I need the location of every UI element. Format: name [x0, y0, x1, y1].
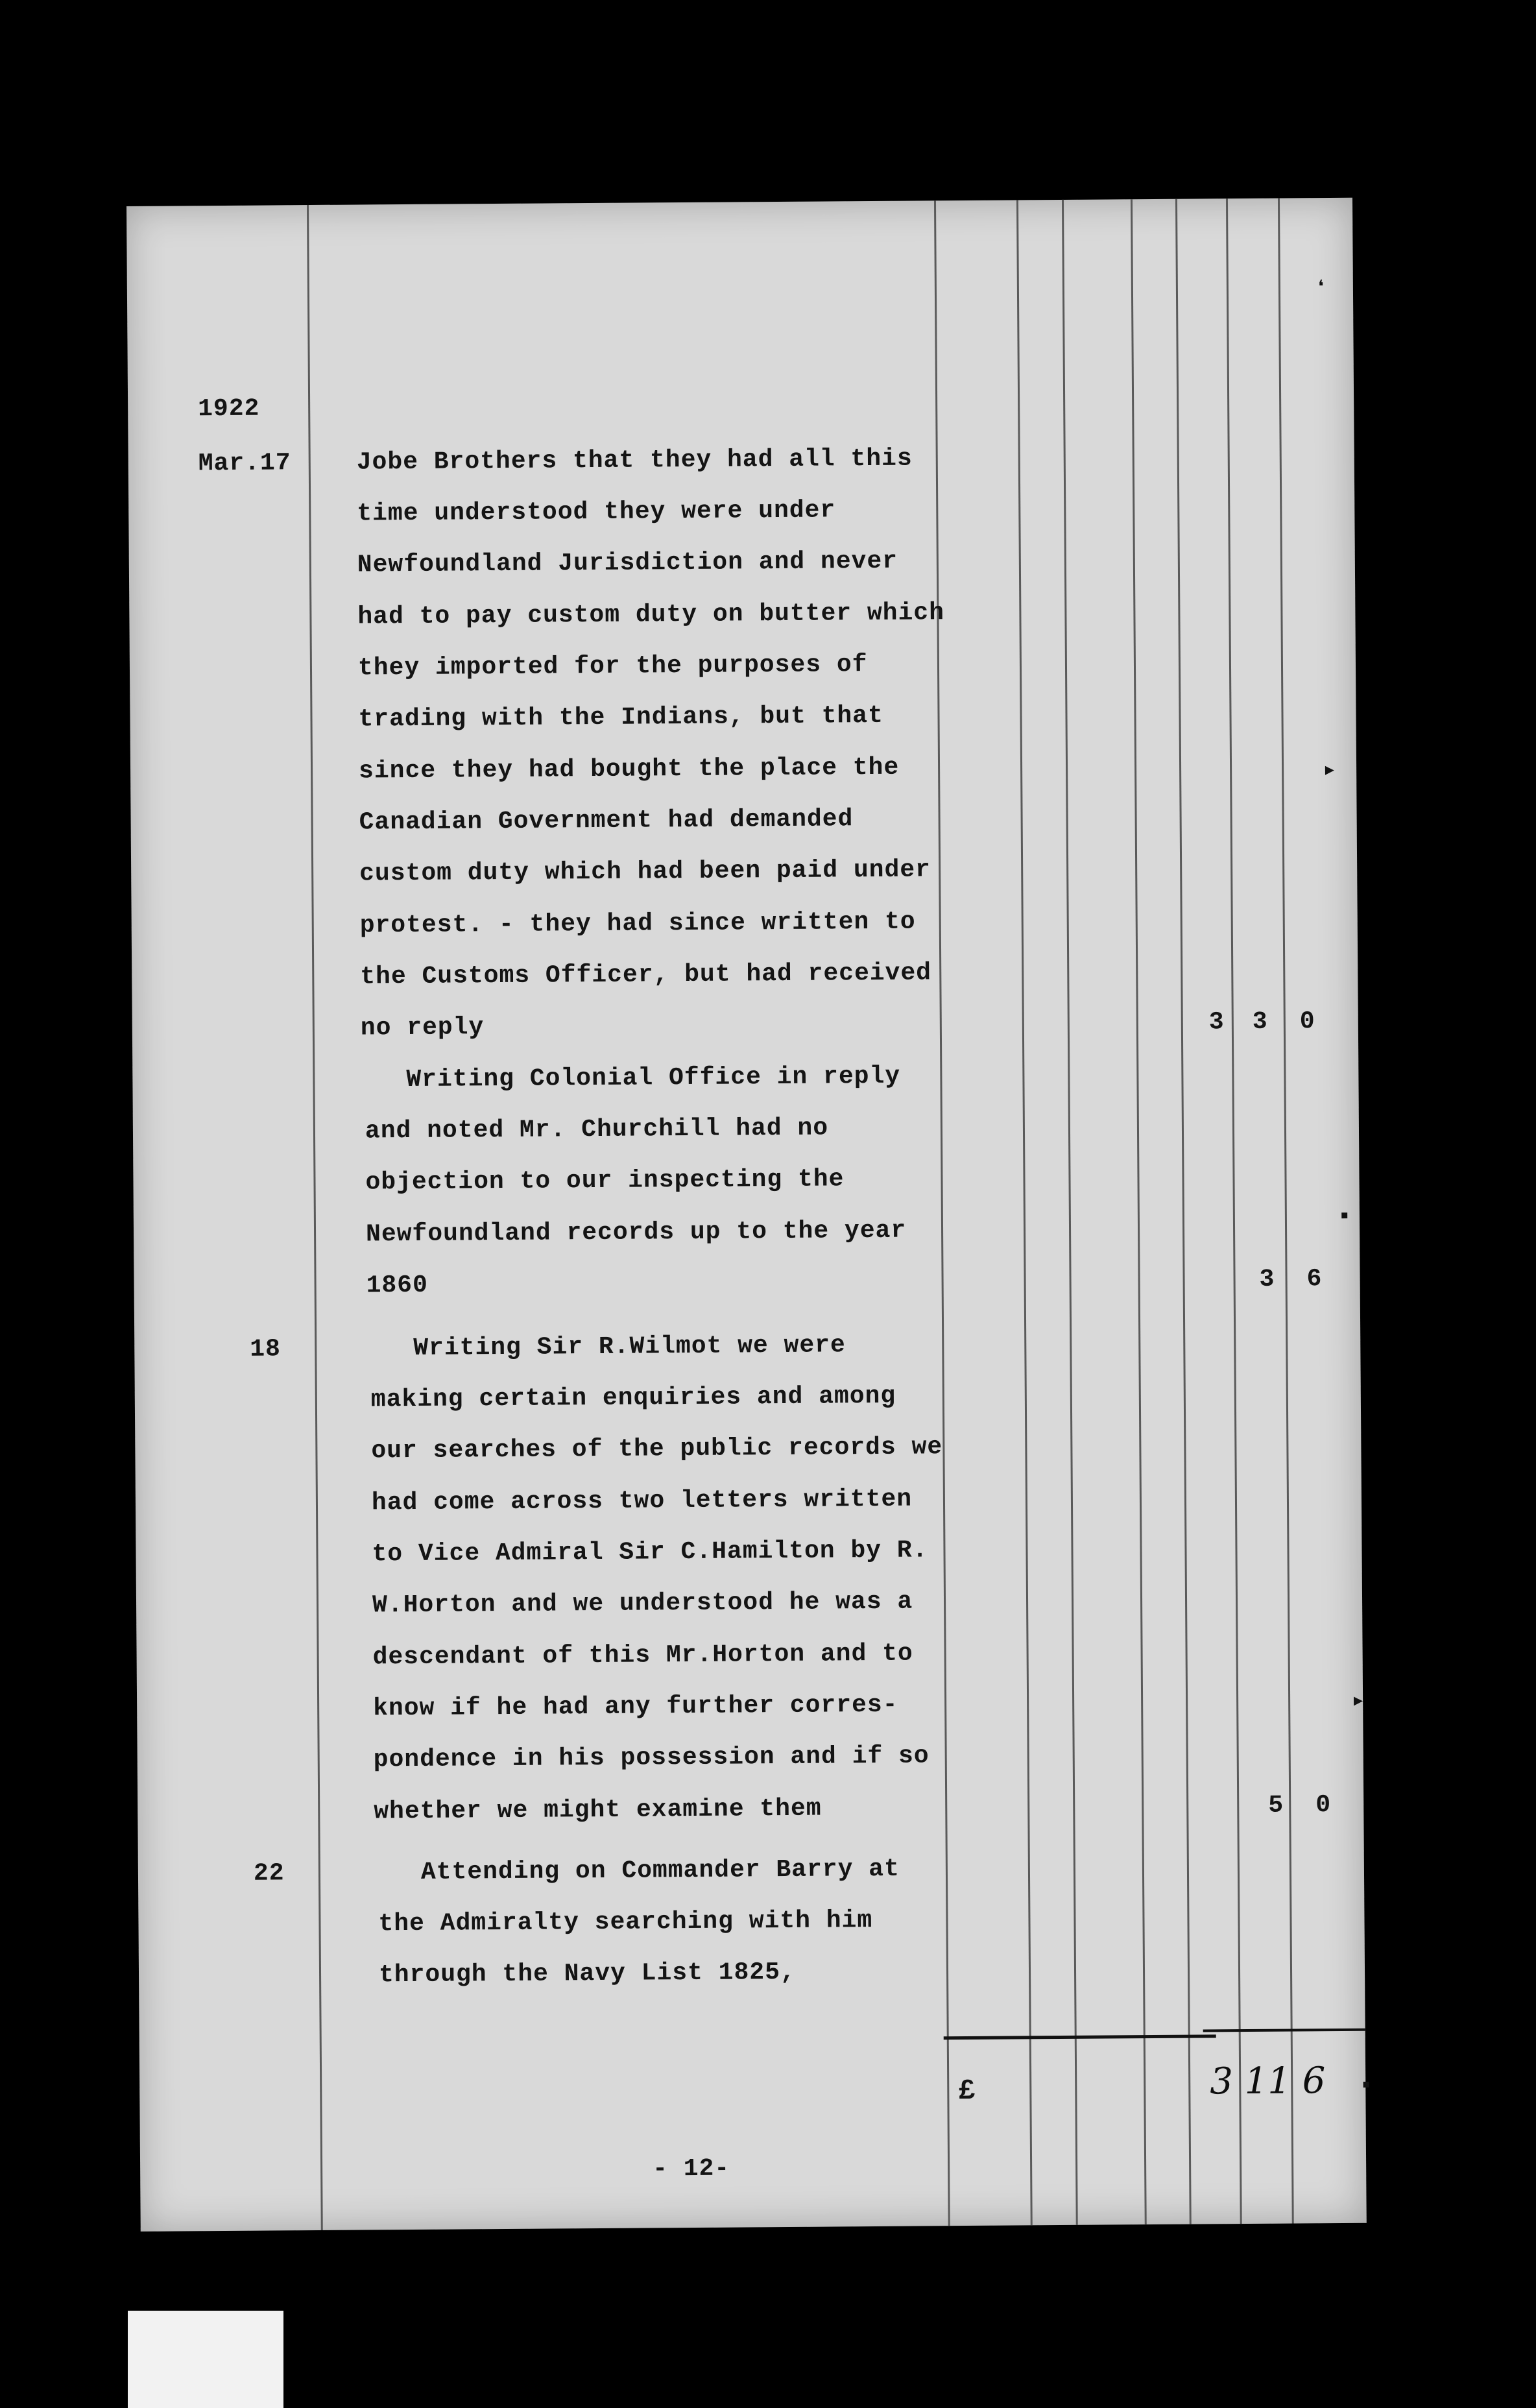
money-column-rule-6: [1226, 199, 1242, 2224]
entry-date-mar17: Mar.17: [198, 449, 291, 478]
handwritten-total: 3 11 6: [1209, 2060, 1326, 2103]
text-line: whether we might examine them: [374, 1794, 822, 1826]
text-line: time understood they were under: [357, 496, 836, 528]
money-column-rule-4: [1131, 199, 1147, 2224]
money-column-rule-3: [1062, 200, 1078, 2225]
text-line: 1860: [366, 1271, 428, 1300]
margin-mark: ▪: [1359, 2072, 1374, 2099]
text-line: to Vice Admiral Sir C.Hamilton by R.: [372, 1536, 928, 1569]
amount-shillings-units: 3: [1259, 1265, 1275, 1294]
entry-date-22: 22: [253, 1859, 285, 1888]
text-line: through the Navy List 1825,: [378, 1958, 796, 1990]
text-line: W.Horton and we understood he was a: [372, 1587, 913, 1620]
text-line: and noted Mr. Churchill had no: [365, 1114, 829, 1146]
text-line: custom duty which had been paid under: [359, 856, 931, 888]
money-column-rule-7: [1278, 199, 1294, 2224]
text-line: since they had bought the place the: [358, 753, 900, 786]
amount-shillings: 3: [1208, 1008, 1224, 1037]
text-line: protest. - they had since written to: [359, 908, 916, 940]
text-line: the Admiralty searching with him: [378, 1907, 873, 1938]
text-line: Writing Colonial Office in reply: [406, 1062, 901, 1094]
document-page: [126, 198, 1374, 2232]
text-line: Newfoundland Jurisdiction and never: [357, 547, 898, 579]
left-margin-rule: [307, 205, 323, 2230]
film-frame-tab: [128, 2311, 283, 2408]
amount-shillings-units: 5: [1268, 1791, 1284, 1820]
money-column-rule-2: [1016, 200, 1033, 2225]
text-line: no reply: [360, 1013, 485, 1042]
text-line: our searches of the public records we: [371, 1433, 943, 1465]
amount-pence: 0: [1315, 1791, 1331, 1820]
text-line: pondence in his possession and if so: [373, 1742, 930, 1774]
total-rule-right: [1203, 2029, 1365, 2032]
text-line: Jobe Brothers that they had all this: [356, 444, 913, 477]
money-column-rule-5: [1175, 199, 1192, 2224]
amount-pence: 6: [1306, 1265, 1322, 1294]
entry-date-18: 18: [250, 1335, 282, 1364]
margin-mark: ❛: [1314, 277, 1328, 304]
text-line: they imported for the purposes of: [357, 651, 868, 682]
page-number: - 12-: [652, 2154, 730, 2184]
text-line: trading with the Indians, but that: [358, 701, 883, 734]
text-line: had to pay custom duty on butter which: [357, 599, 945, 631]
text-line: Attending on Commander Barry at: [420, 1855, 900, 1886]
text-line: objection to our inspecting the: [365, 1165, 845, 1197]
amount-shillings-units: 3: [1252, 1007, 1267, 1036]
text-line: Canadian Government had demanded: [359, 805, 854, 837]
margin-mark: ▸: [1322, 756, 1337, 784]
total-rule-left: [944, 2034, 1216, 2040]
text-line: know if he had any further corres-: [373, 1691, 898, 1723]
money-column-rule-1: [934, 200, 950, 2226]
text-line: Newfoundland records up to the year: [365, 1216, 907, 1249]
text-line: making certain enquiries and among: [370, 1382, 896, 1414]
pound-sign: £: [958, 2075, 976, 2108]
amount-pence: 0: [1299, 1007, 1315, 1036]
entry-year: 1922: [198, 394, 260, 424]
margin-mark: ▸: [1350, 1687, 1365, 1715]
margin-mark: ▪: [1337, 1203, 1352, 1231]
text-line: had come across two letters written: [371, 1485, 913, 1517]
text-line: the Customs Officer, but had received: [360, 959, 932, 991]
text-line: descendant of this Mr.Horton and to: [372, 1639, 913, 1672]
text-line: Writing Sir R.Wilmot we were: [413, 1331, 846, 1362]
